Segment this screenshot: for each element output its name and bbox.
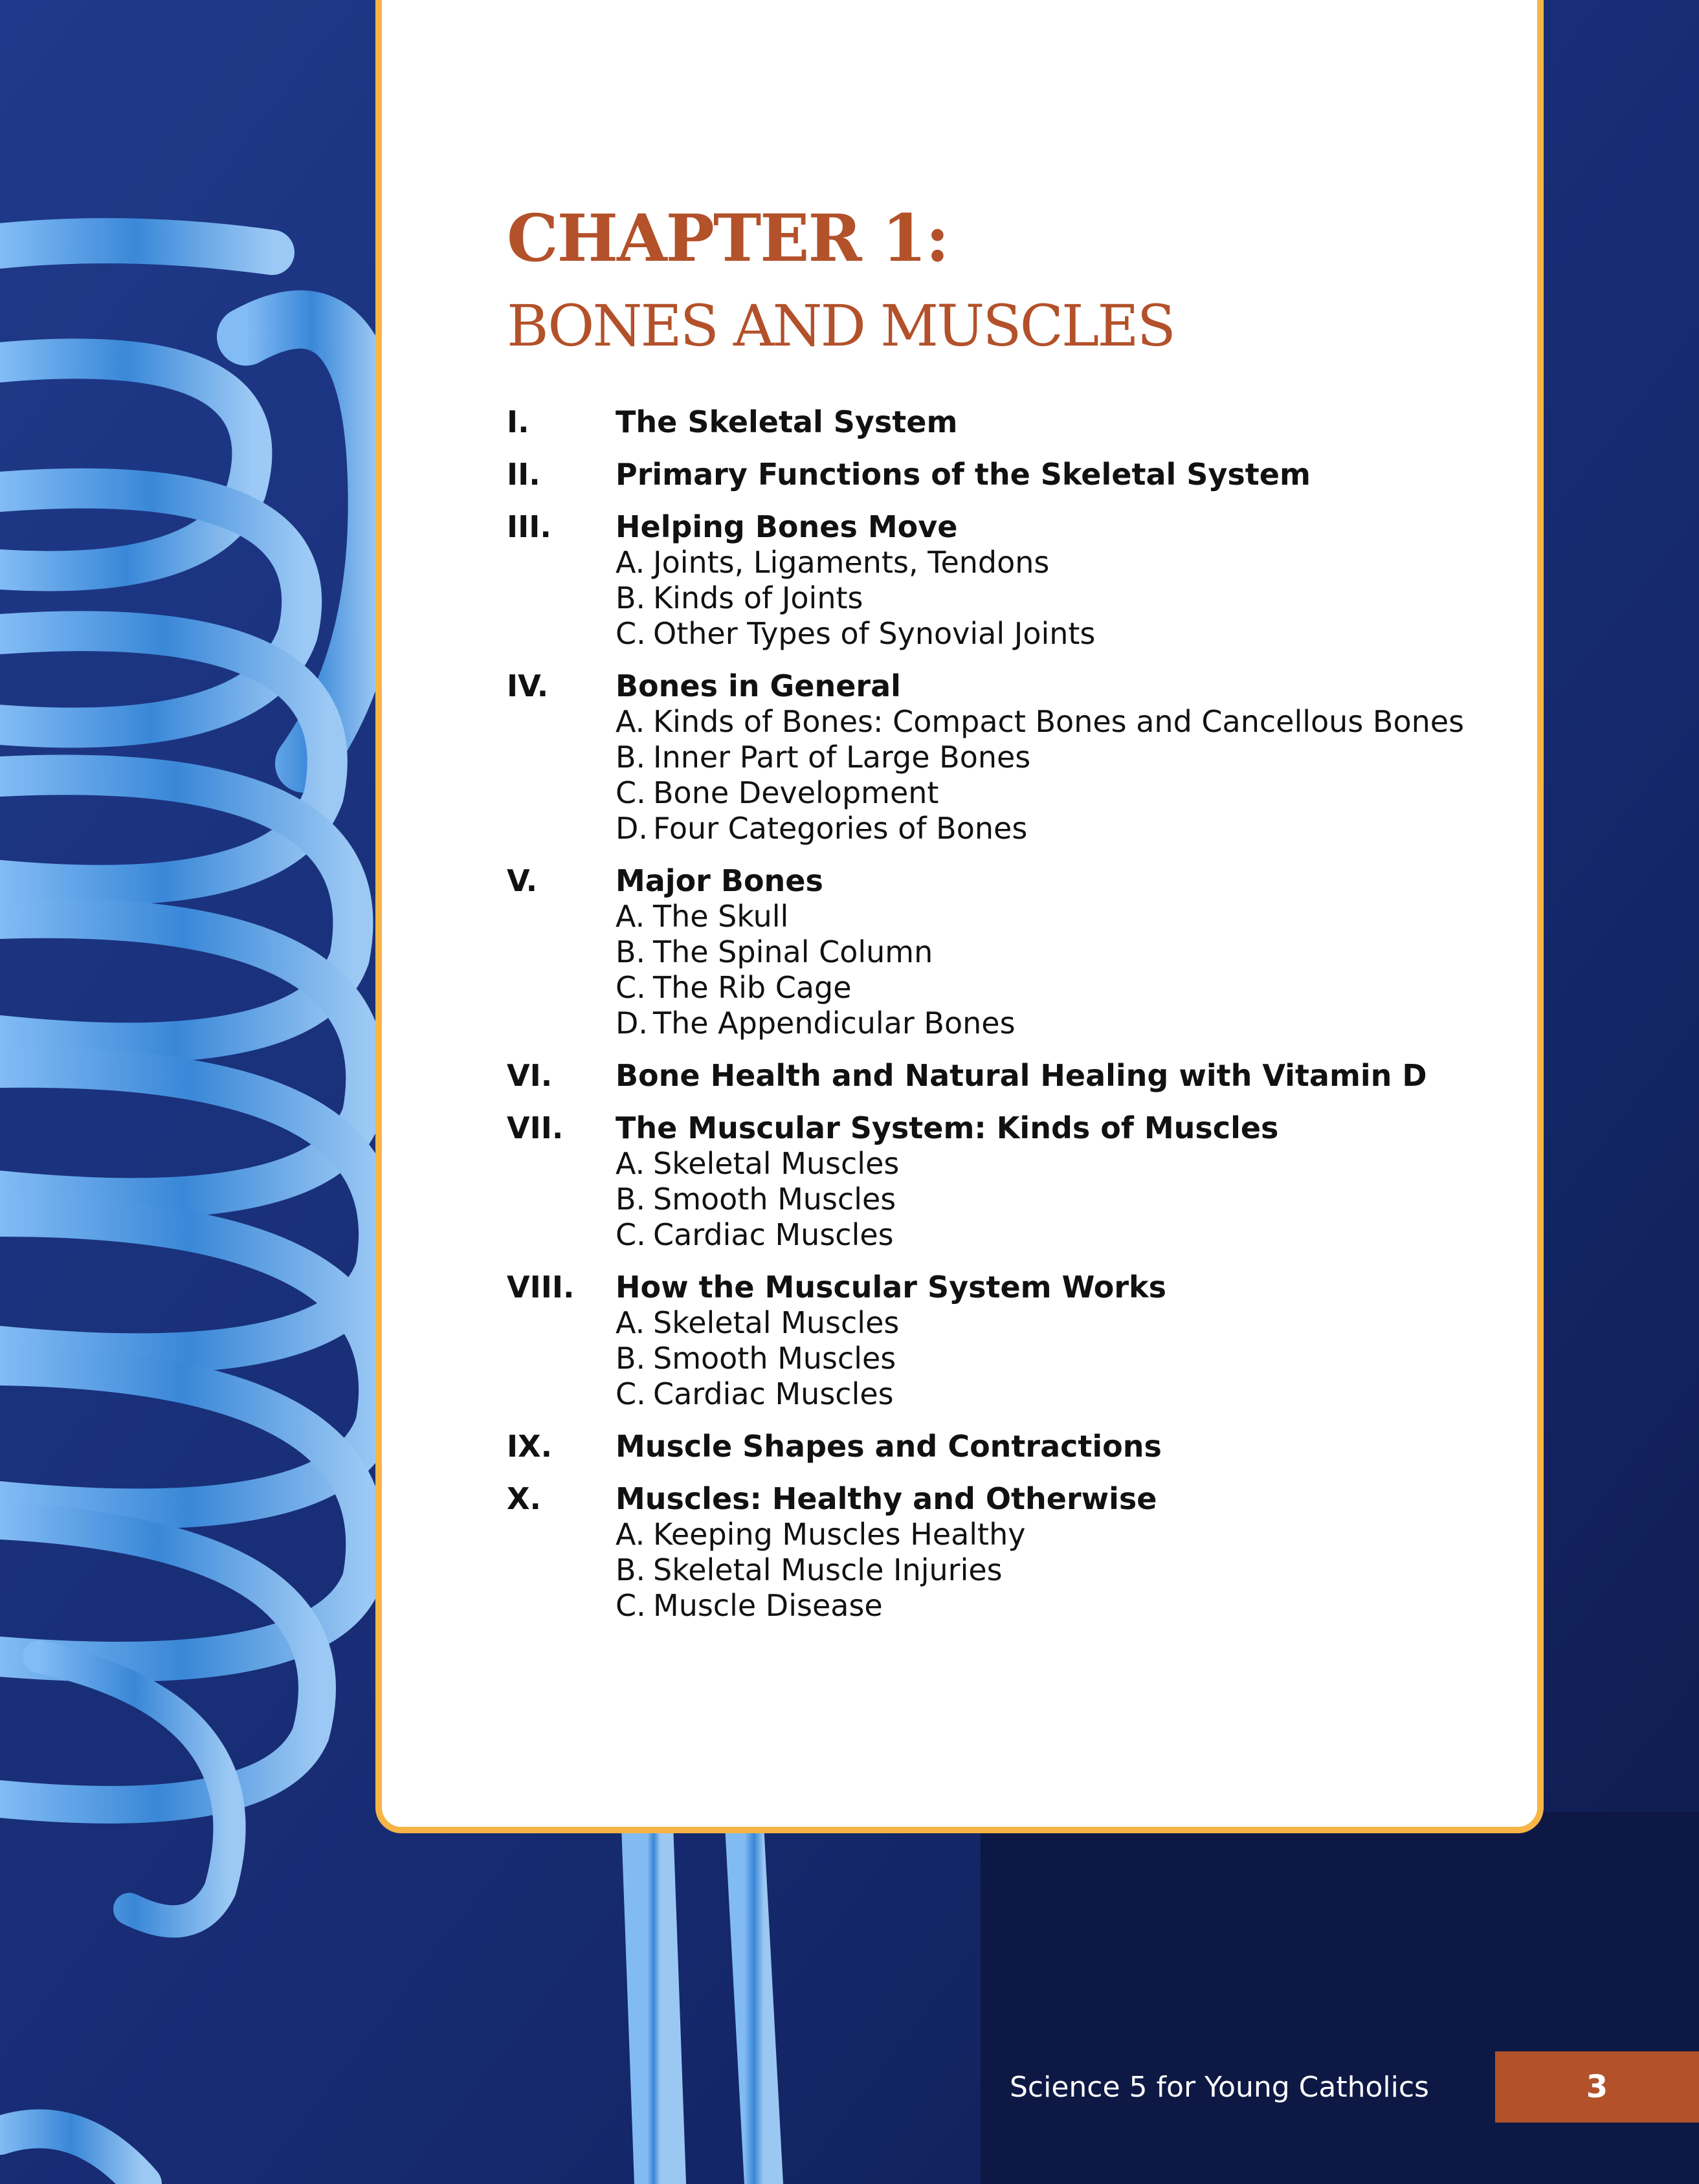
toc-section-title: Major Bones	[616, 863, 823, 898]
toc-subitem	[616, 811, 1516, 846]
toc-subitem-letter: C.	[616, 616, 646, 651]
toc-section	[507, 1110, 1516, 1253]
toc-subitem-letter: A.	[616, 1517, 645, 1552]
toc-subitem-text: Kinds of Joints	[653, 580, 863, 615]
toc-subitem-letter: D.	[616, 1006, 649, 1041]
toc-subitem-letter: B.	[616, 1341, 646, 1376]
toc-section-title: Muscles: Healthy and Otherwise	[616, 1481, 1157, 1516]
toc-gap	[507, 1464, 1516, 1481]
toc-subitems	[507, 545, 1516, 652]
toc-section-title: Helping Bones Move	[616, 509, 958, 544]
toc-subitem-text: Bone Development	[653, 775, 939, 810]
toc-section-numeral: VII.	[507, 1110, 564, 1145]
toc-section-title: The Muscular System: Kinds of Muscles	[616, 1110, 1279, 1145]
toc-subitem	[616, 775, 1516, 811]
toc-subitem-text: Skeletal Muscles	[653, 1305, 900, 1340]
toc-subitem	[616, 1006, 1516, 1041]
toc-section	[507, 1270, 1516, 1412]
toc-section-heading	[507, 1481, 1516, 1517]
toc-section-heading	[507, 668, 1516, 704]
toc-section-heading	[507, 1058, 1516, 1094]
toc-subitem	[616, 1182, 1516, 1217]
toc-subitem-text: Joints, Ligaments, Tendons	[653, 545, 1050, 580]
book-title: Science 5 for Young Catholics	[1010, 2071, 1429, 2104]
toc-subitem-text: Inner Part of Large Bones	[653, 740, 1031, 775]
toc-subitem-text: The Skull	[653, 899, 789, 934]
toc-subitem-letter: C.	[616, 970, 646, 1005]
toc-subitem-text: Other Types of Synovial Joints	[653, 616, 1096, 651]
toc-subitem-text: Smooth Muscles	[653, 1341, 896, 1376]
toc-gap	[507, 652, 1516, 668]
toc-subitem-text: Cardiac Muscles	[653, 1376, 894, 1411]
toc-subitem	[616, 1305, 1516, 1341]
toc-subitem-text: Keeping Muscles Healthy	[653, 1517, 1026, 1552]
toc-subitem	[616, 704, 1516, 740]
toc-subitem-letter: B.	[616, 1552, 646, 1587]
toc-subitem-letter: B.	[616, 740, 646, 775]
toc-section	[507, 404, 1516, 440]
toc-subitem-letter: C.	[616, 1217, 646, 1252]
toc-subitems	[507, 1517, 1516, 1624]
toc-gap	[507, 1041, 1516, 1058]
toc-section-title: Bone Health and Natural Healing with Vitamin D	[616, 1058, 1427, 1093]
toc-subitem-text: Smooth Muscles	[653, 1182, 896, 1217]
toc-subitem-letter: B.	[616, 1182, 646, 1217]
toc-subitem-letter: C.	[616, 775, 646, 810]
chapter-title: CHAPTER 1:	[507, 200, 948, 276]
toc-subitem-letter: C.	[616, 1588, 646, 1623]
toc-subitem-text: The Rib Cage	[653, 970, 852, 1005]
toc-subitem-text: Muscle Disease	[653, 1588, 883, 1623]
toc-section	[507, 1429, 1516, 1464]
toc-gap	[507, 1412, 1516, 1429]
toc-subitems	[507, 1305, 1516, 1412]
toc-subitem	[616, 899, 1516, 934]
toc-subitem	[616, 970, 1516, 1006]
toc-section	[507, 1058, 1516, 1094]
toc-subitem-letter: A.	[616, 1305, 645, 1340]
toc-section-numeral: VI.	[507, 1058, 553, 1093]
toc-subitem	[616, 580, 1516, 616]
toc-subitem-text: Cardiac Muscles	[653, 1217, 894, 1252]
page-number: 3	[1586, 2069, 1608, 2105]
toc-subitem-letter: B.	[616, 580, 646, 615]
toc-subitem-text: The Spinal Column	[653, 934, 933, 969]
toc-section-numeral: VIII.	[507, 1270, 575, 1305]
toc-subitem-text: Four Categories of Bones	[653, 811, 1028, 846]
page-number-box	[1495, 2051, 1699, 2123]
toc-section-title: Bones in General	[616, 668, 901, 703]
toc-section	[507, 1481, 1516, 1624]
toc-subitem-letter: A.	[616, 1146, 645, 1181]
toc-section-title: Muscle Shapes and Contractions	[616, 1429, 1162, 1464]
toc-subitem	[616, 1517, 1516, 1552]
toc-section-numeral: II.	[507, 457, 540, 492]
toc-subitem-text: Skeletal Muscles	[653, 1146, 900, 1181]
chapter-subtitle: BONES AND MUSCLES	[507, 292, 1174, 359]
toc-section-numeral: I.	[507, 404, 529, 439]
toc-section-heading	[507, 1110, 1516, 1146]
toc-section-heading	[507, 457, 1516, 492]
toc-section-title: How the Muscular System Works	[616, 1270, 1166, 1305]
toc-section-heading	[507, 1429, 1516, 1464]
toc-section	[507, 457, 1516, 492]
toc-subitem-letter: A.	[616, 899, 645, 934]
toc-gap	[507, 492, 1516, 509]
toc-subitem	[616, 1341, 1516, 1376]
toc-section-numeral: V.	[507, 863, 538, 898]
toc-subitem-text: The Appendicular Bones	[653, 1006, 1016, 1041]
toc-subitem	[616, 934, 1516, 970]
toc-subitems	[507, 1146, 1516, 1253]
toc-gap	[507, 846, 1516, 863]
toc-subitem-text: Kinds of Bones: Compact Bones and Cancellous Bones	[653, 704, 1465, 739]
toc-section-numeral: III.	[507, 509, 551, 544]
toc-section	[507, 668, 1516, 846]
toc-section-heading	[507, 509, 1516, 545]
toc-section-title: The Skeletal System	[616, 404, 958, 439]
toc-subitem	[616, 545, 1516, 580]
toc-subitem-letter: D.	[616, 811, 649, 846]
toc-subitem-letter: A.	[616, 704, 645, 739]
toc-section-numeral: IX.	[507, 1429, 553, 1464]
toc-gap	[507, 440, 1516, 457]
toc-subitem-letter: B.	[616, 934, 646, 969]
toc-section	[507, 509, 1516, 652]
toc-subitems	[507, 704, 1516, 846]
table-of-contents	[507, 404, 1516, 1624]
toc-subitems	[507, 899, 1516, 1041]
toc-subitem-letter: A.	[616, 545, 645, 580]
toc-gap	[507, 1094, 1516, 1110]
toc-section-heading	[507, 1270, 1516, 1305]
toc-section-heading	[507, 404, 1516, 440]
toc-section	[507, 863, 1516, 1041]
toc-subitem	[616, 740, 1516, 775]
toc-subitem	[616, 616, 1516, 652]
toc-gap	[507, 1253, 1516, 1270]
toc-subitem	[616, 1552, 1516, 1588]
toc-subitem	[616, 1376, 1516, 1412]
toc-subitem	[616, 1146, 1516, 1182]
toc-subitem-text: Skeletal Muscle Injuries	[653, 1552, 1003, 1587]
toc-subitem	[616, 1588, 1516, 1624]
toc-subitem	[616, 1217, 1516, 1253]
toc-section-numeral: X.	[507, 1481, 541, 1516]
toc-section-heading	[507, 863, 1516, 899]
toc-section-title: Primary Functions of the Skeletal System	[616, 457, 1311, 492]
toc-section-numeral: IV.	[507, 668, 549, 703]
toc-subitem-letter: C.	[616, 1376, 646, 1411]
